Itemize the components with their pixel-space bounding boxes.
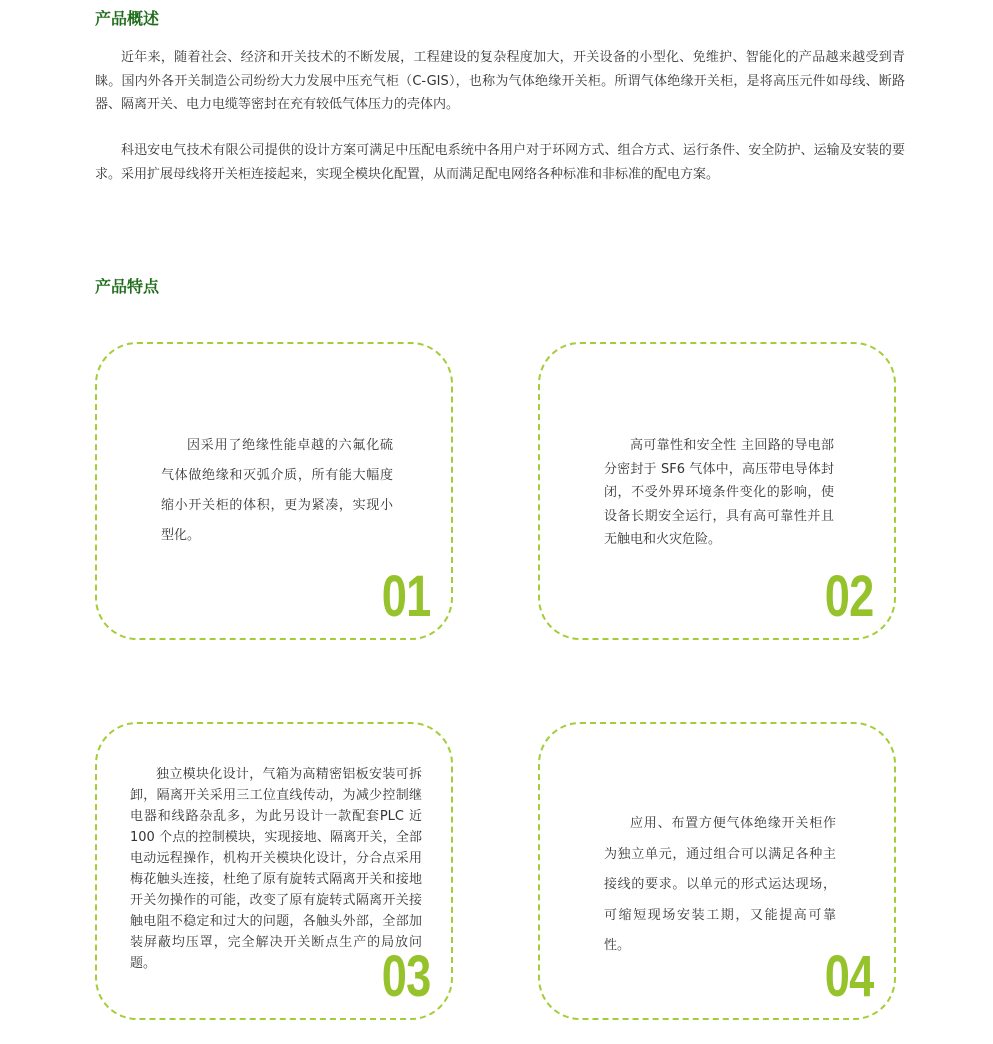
- overview-paragraph-1: 近年来，随着社会、经济和开关技术的不断发展，工程建设的复杂程度加大，开关设备的小型化、免维护、智能化的产品越来越受到青睐。国内外各开关制造公司纷纷大力发展中压充气柜（C-GIS），也称为气体绝缘开关柜。所谓气体绝缘开关柜，是将高压元件如母线、断路器、隔离开关、电力电缆等密封在充有较低气体压力的壳体内。: [95, 50, 905, 112]
- feature-card-number: 01: [382, 564, 431, 629]
- overview-paragraph-2: 科迅安电气技术有限公司提供的设计方案可满足中压配电系统中各用户对于环网方式、组合方式、运行条件、安全防护、运输及安装的要求。采用扩展母线将开关柜连接起来，实现全模块化配置，从而满足配电网络各种标准和非标准的配电方案。: [95, 143, 905, 182]
- feature-card-text: 因采用了绝缘性能卓越的六氟化硫气体做绝缘和灭弧介质，所有能大幅度缩小开关柜的体积，更为紧凑，实现小型化。: [161, 438, 393, 543]
- feature-card-3: [95, 722, 453, 1020]
- overview-section-title: 产品概述: [95, 9, 160, 28]
- feature-card-text: 高可靠性和安全性 主回路的导电部分密封于 SF6 气体中，高压带电导体封闭，不受外界环境条件变化的影响，使设备长期安全运行，具有高可靠性并且无触电和火灾危险。: [604, 438, 834, 547]
- feature-card-text: 应用、布置方便气体绝缘开关柜作为独立单元，通过组合可以满足各种主接线的要求。以单元的形式运达现场，可缩短现场安装工期，又能提高可靠性。: [604, 816, 836, 953]
- feature-card-number: 04: [825, 944, 874, 1009]
- feature-card-2: [538, 342, 896, 640]
- feature-card-1: [95, 342, 453, 640]
- feature-card-number: 02: [825, 564, 874, 629]
- feature-card-text: 独立模块化设计，气箱为高精密铝板安装可拆卸，隔离开关采用三工位直线传动，为减少控制继电器和线路杂乱多，为此另设计一款配套PLC 近 100 个点的控制模块，实现接地、隔离开关，全部电动远程操作，机构开关模块化设计，分合点采用梅花触头连接，杜绝了原有旋转式隔离开关和接地开关勿操作的可能，改变了原有旋转式隔离开关接触电阻不稳定和过大的问题，各触头外部，全部加装屏蔽均压罩，完全解决开关断点生产的局放问题。: [130, 767, 422, 971]
- features-section-title: 产品特点: [95, 277, 160, 296]
- feature-card-number: 03: [382, 944, 431, 1009]
- feature-card-4: [538, 722, 896, 1020]
